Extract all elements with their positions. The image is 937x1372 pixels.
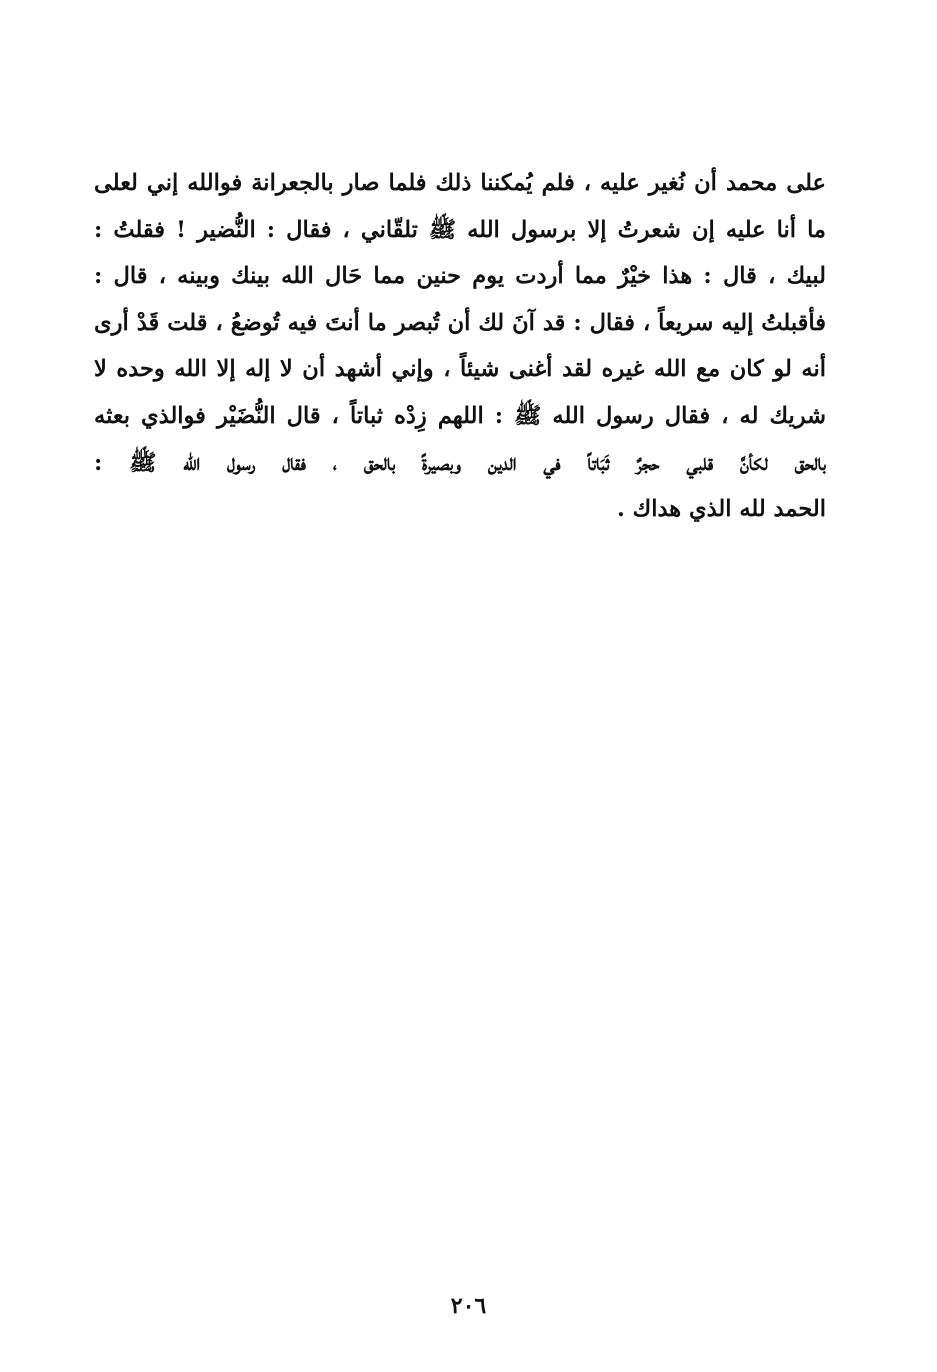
text-line-last: الحمد لله الذي هداك . [617, 496, 826, 523]
text-line: لبيك ، قال : هذا خيْرٌ مما أردت يوم حنين مما حَال الله بينك وبينه ، قال : [94, 263, 826, 290]
text-line: بالحق لكأنَّ قلبي حجرٌ ثَبَاتاً في الدين وبصيرةً بالحق ، فقال رسول الله ﷺ : [94, 449, 826, 476]
text-line: ما أنا عليه إن شعرتُ إلا برسول الله ﷺ تلقّاني ، فقال : النُّضير ! فقلتُ : [94, 216, 826, 243]
page-body-text [94, 160, 826, 533]
text-line: شريك له ، فقال رسول الله ﷺ : اللهم زِدْه ثباتاً ، قال النُّضَيْر فوالذي بعثه [94, 402, 826, 429]
text-line: على محمد أن نُغير عليه ، فلم يُمكننا ذلك فلما صار بالجعرانة فوالله إني لعلى [94, 170, 826, 196]
text-line: فأقبلتُ إليه سريعاً ، فقال : قد آنَ لك أن تُبصر ما أنتَ فيه تُوضعُ ، قلت قَدْ أرى [94, 309, 826, 336]
text-line: أنه لو كان مع الله غيره لقد أغنى شيئاً ، وإني أشهد أن لا إله إلا الله وحده لا [94, 356, 826, 383]
page-number: ٢٠٦ [450, 1293, 487, 1319]
